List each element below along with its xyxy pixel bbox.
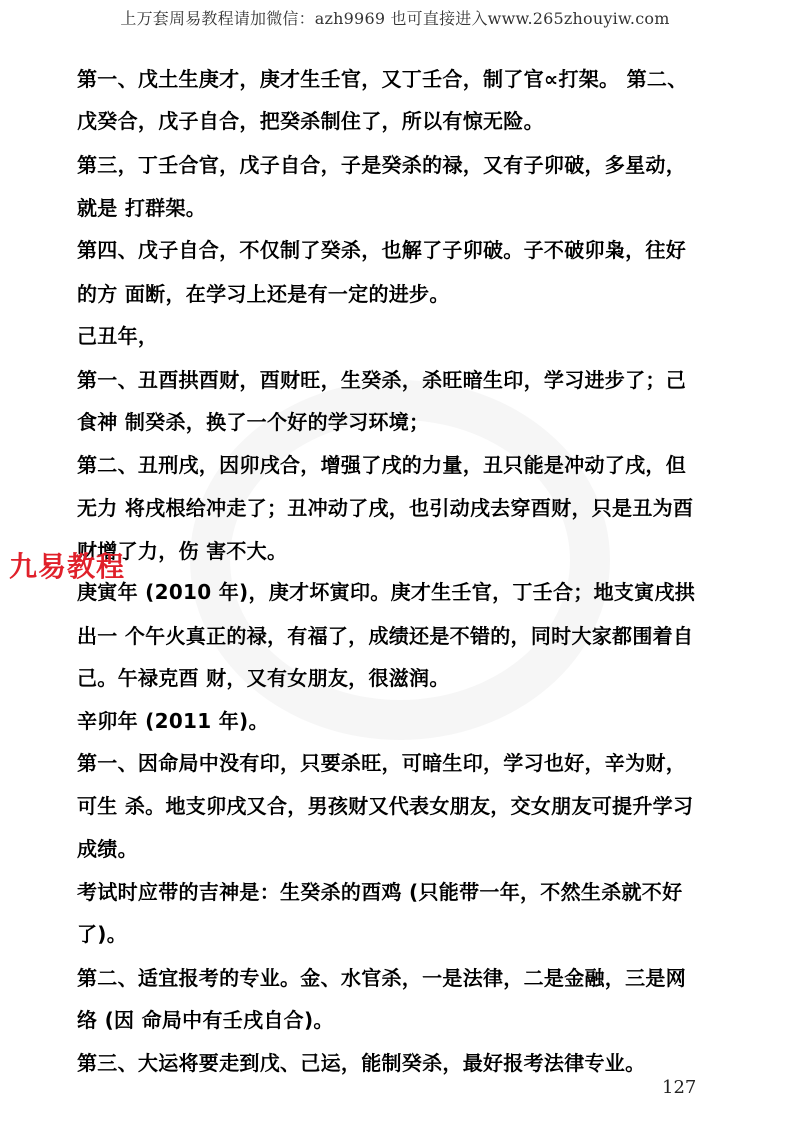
text-line: 就是 打群架。: [77, 196, 207, 220]
page-header: 上万套周易教程请加微信：azh9969 也可直接进入www.265zhouyiw.com: [120, 9, 670, 28]
text-line: 财增了力，伤 害不大。: [77, 539, 288, 563]
text-line: 无力 将戌根给冲走了；丑冲动了戌，也引动戌去穿酉财，只是丑为酉: [77, 496, 694, 520]
text-line: 辛卯年 (2011 年)。: [77, 709, 269, 733]
page-number: 127: [662, 1077, 697, 1098]
text-line: 己。午禄克酉 财，又有女朋友，很滋润。: [77, 666, 450, 690]
text-line: 己丑年，: [77, 324, 159, 348]
text-line: 第一、因命局中没有印，只要杀旺，可暗生印，学习也好，辛为财，: [77, 751, 686, 775]
text-line: 庚寅年 (2010 年)，庚才坏寅印。庚才生壬官，丁壬合；地支寅戌拱: [77, 580, 696, 604]
text-line: 第三、大运将要走到戊、己运，能制癸杀，最好报考法律专业。: [77, 1051, 646, 1075]
text-line: 出一 个午火真正的禄，有福了，成绩还是不错的，同时大家都围着自: [77, 624, 694, 648]
text-line: 考试时应带的吉神是：生癸杀的酉鸡 (只能带一年，不然生杀就不好: [77, 880, 683, 904]
text-line: 第一、戊土生庚才，庚才生壬官，又丁壬合，制了官∝打架。 第二、: [77, 67, 688, 91]
text-line: 络 (因 命局中有壬戌自合)。: [77, 1008, 334, 1032]
text-line: 戊癸合，戊子自合，把癸杀制住了，所以有惊无险。: [77, 109, 544, 133]
text-line: 食神 制癸杀，换了一个好的学习环境；: [77, 410, 430, 434]
watermark-logo: 九易教程: [9, 550, 126, 583]
text-line: 第一、丑酉拱酉财，酉财旺，生癸杀，杀旺暗生印，学习进步了；己: [77, 368, 686, 392]
text-line: 第四、戊子自合，不仅制了癸杀，也解了子卯破。子不破卯枭，往好: [77, 238, 686, 262]
text-line: 第三，丁壬合官，戊子自合，子是癸杀的禄，又有子卯破，多星动，: [77, 153, 686, 177]
text-line: 了)。: [77, 922, 128, 946]
text-line: 可生 杀。地支卯戌又合，男孩财又代表女朋友，交女朋友可提升学习: [77, 794, 694, 818]
text-line: 成绩。: [77, 837, 138, 861]
text-line: 第二、丑刑戌，因卯戌合，增强了戌的力量，丑只能是冲动了戌，但: [77, 453, 686, 477]
text-line: 第二、适宜报考的专业。金、水官杀，一是法律，二是金融，三是网: [77, 966, 686, 990]
text-line: 的方 面断，在学习上还是有一定的进步。: [77, 282, 450, 306]
